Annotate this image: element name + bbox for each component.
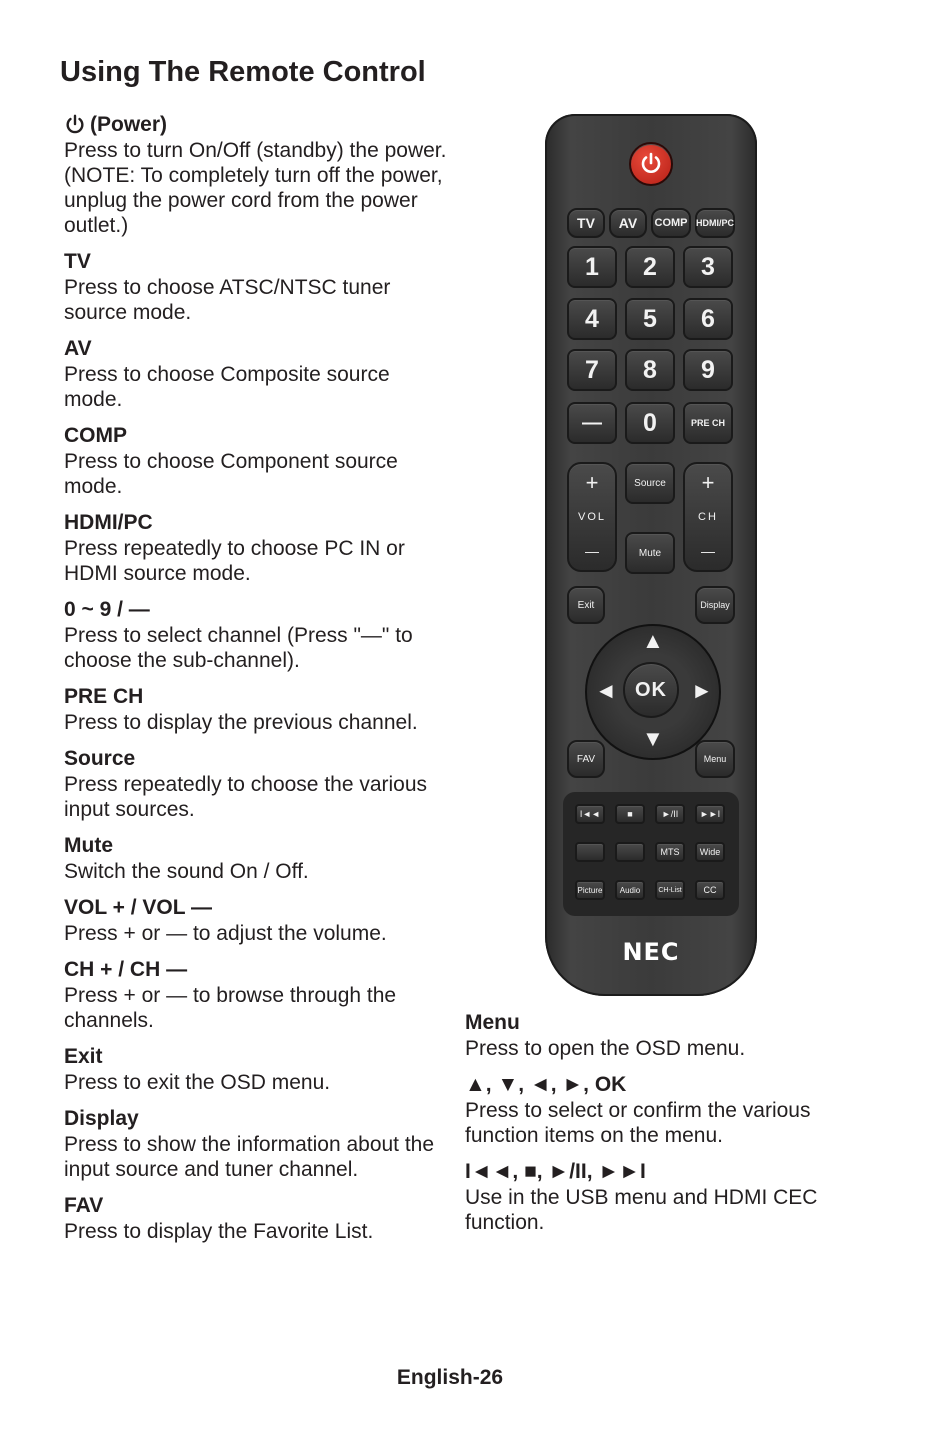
blank-button-left: [575, 842, 605, 862]
item-desc: Press to display the previous channel.: [64, 711, 418, 734]
item-desc: Press + or — to adjust the volume.: [64, 922, 387, 945]
ch-list-button: CH-List: [655, 880, 685, 900]
stop-button: ■: [615, 804, 645, 824]
item-navigation: [465, 1072, 855, 1148]
item-desc: Press to select channel (Press "—" to choose the sub-channel).: [64, 624, 413, 672]
right-column: [465, 1010, 855, 1246]
item-hdmi-pc: [64, 510, 449, 586]
audio-button: Audio: [615, 880, 645, 900]
down-arrow-icon: ▼: [642, 726, 664, 751]
item-source: [64, 746, 449, 822]
item-desc: Press to turn On/Off (standby) the power. (NOTE: To completely turn off the power, unplug the power cord from the power outlet.): [64, 139, 447, 237]
item-title: Exit: [64, 1045, 103, 1068]
item-title: FAV: [64, 1194, 104, 1217]
comp-button: COMP: [651, 208, 691, 238]
power-button: [629, 142, 673, 186]
num-button-7: 7: [567, 349, 617, 391]
remote-control-illustration: [545, 114, 757, 996]
item-desc: Press to choose ATSC/NTSC tuner source mode.: [64, 276, 391, 324]
channel-rocker: [683, 462, 733, 572]
item-fav: [64, 1193, 449, 1244]
dash-button: —: [567, 402, 617, 444]
item-desc: Press + or — to browse through the channels.: [64, 984, 397, 1032]
item-desc: Press to exit the OSD menu.: [64, 1071, 331, 1094]
item-desc: Press to display the Favorite List.: [64, 1220, 374, 1243]
source-button: Source: [625, 462, 675, 504]
play-pause-button: ►/II: [655, 804, 685, 824]
item-title: HDMI/PC: [64, 511, 153, 534]
num-button-9: 9: [683, 349, 733, 391]
previous-track-button: I◄◄: [575, 804, 605, 824]
left-column: [64, 112, 449, 1255]
item-title: AV: [64, 337, 92, 360]
item-media: [465, 1159, 855, 1235]
item-title: (Power): [90, 113, 168, 136]
item-desc: Press to open the OSD menu.: [465, 1037, 746, 1060]
wide-button: Wide: [695, 842, 725, 862]
menu-button: Menu: [695, 740, 735, 778]
item-title: 0 ~ 9 / —: [64, 598, 150, 621]
item-desc: Press repeatedly to choose the various input sources.: [64, 773, 428, 821]
brand-logo: NEC: [622, 938, 680, 966]
item-tv: [64, 249, 449, 325]
item-av: [64, 336, 449, 412]
item-pre-ch: [64, 684, 449, 735]
item-desc: Press repeatedly to choose PC IN or HDMI source mode.: [64, 537, 405, 585]
item-power: [64, 112, 449, 238]
vol-label: VOL: [577, 511, 606, 523]
av-button: AV: [609, 208, 647, 238]
tv-button: TV: [567, 208, 605, 238]
vol-minus: —: [585, 543, 599, 559]
num-button-3: 3: [683, 246, 733, 288]
item-vol: [64, 895, 449, 946]
item-title: VOL + / VOL —: [64, 896, 213, 919]
picture-button: Picture: [575, 880, 605, 900]
pre-ch-button: PRE CH: [683, 402, 733, 444]
item-title: PRE CH: [64, 685, 144, 708]
item-title: Menu: [465, 1011, 520, 1034]
page-title: Using The Remote Control: [60, 56, 426, 88]
num-button-5: 5: [625, 298, 675, 340]
right-arrow-icon: ►: [691, 678, 713, 703]
num-button-6: 6: [683, 298, 733, 340]
left-arrow-icon: ◄: [595, 678, 617, 703]
item-title: ▲, ▼, ◄, ►, OK: [465, 1073, 627, 1096]
volume-rocker: [567, 462, 617, 572]
ok-button: OK: [623, 662, 679, 718]
item-desc: Press to show the information about the input source and tuner channel.: [64, 1133, 435, 1181]
media-button-panel: [563, 792, 739, 916]
item-desc: Use in the USB menu and HDMI CEC function.: [465, 1186, 818, 1234]
item-comp: [64, 423, 449, 499]
num-button-1: 1: [567, 246, 617, 288]
exit-button: Exit: [567, 586, 605, 624]
ch-minus: —: [701, 543, 715, 559]
cc-button: CC: [695, 880, 725, 900]
item-desc: Switch the sound On / Off.: [64, 860, 309, 883]
item-desc: Press to select or confirm the various function items on the menu.: [465, 1099, 811, 1147]
item-desc: Press to choose Composite source mode.: [64, 363, 390, 411]
next-track-button: ►►I: [695, 804, 725, 824]
page-footer: English-26: [396, 1366, 504, 1389]
item-title: COMP: [64, 424, 127, 447]
power-icon: [639, 152, 663, 176]
item-desc: Press to choose Component source mode.: [64, 450, 398, 498]
item-title: Display: [64, 1107, 139, 1130]
item-exit: [64, 1044, 449, 1095]
item-display: [64, 1106, 449, 1182]
item-ch: [64, 957, 449, 1033]
num-button-4: 4: [567, 298, 617, 340]
item-menu: [465, 1010, 855, 1061]
vol-plus: +: [585, 470, 599, 495]
ch-label: CH: [698, 511, 718, 523]
num-button-0: 0: [625, 402, 675, 444]
item-mute: [64, 833, 449, 884]
item-title: CH + / CH —: [64, 958, 188, 981]
power-icon: [64, 114, 86, 136]
ch-plus: +: [701, 470, 715, 495]
num-button-2: 2: [625, 246, 675, 288]
item-title: Source: [64, 747, 136, 770]
fav-button: FAV: [567, 740, 605, 778]
item-title: Mute: [64, 834, 113, 857]
display-button: Display: [695, 586, 735, 624]
up-arrow-icon: ▲: [642, 628, 664, 653]
item-number-keys: [64, 597, 449, 673]
blank-button-right: [615, 842, 645, 862]
num-button-8: 8: [625, 349, 675, 391]
mute-button: Mute: [625, 532, 675, 574]
item-title: TV: [64, 250, 91, 273]
mts-button: MTS: [655, 842, 685, 862]
item-title: I◄◄, ■, ►/II, ►►I: [465, 1160, 646, 1183]
hdmi-pc-button: HDMI/PC: [695, 208, 735, 238]
navigation-pad: [585, 624, 721, 760]
